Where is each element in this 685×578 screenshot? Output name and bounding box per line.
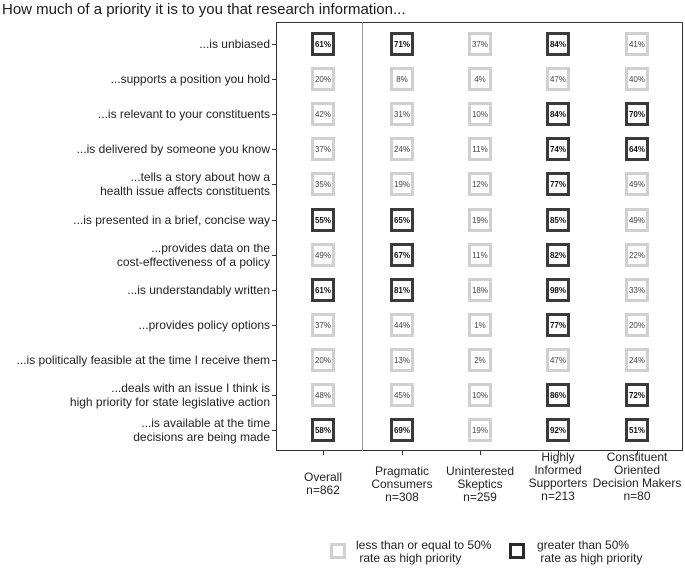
value-cell: 11% [468,137,492,161]
value-cell: 48% [311,383,335,407]
row-label [98,107,270,121]
row-label [70,381,270,409]
column-label-line: n=213 [541,489,575,503]
y-tick [272,149,276,150]
column-label-line: Supporters [528,476,588,490]
value-cell: 67% [390,243,414,267]
value-cell: 10% [468,102,492,126]
y-tick [272,184,276,185]
legend-label-line: less than or equal to 50% [356,538,492,552]
overall-divider [362,22,363,451]
value-cell: 58% [311,418,335,442]
row-label-line: decisions are being made [133,430,270,445]
value-cell: 77% [546,313,570,337]
column-label-line: n=80 [623,489,651,503]
row-label-line: ...is available at the time [141,416,270,431]
value-cell: 18% [468,278,492,302]
value-cell: 84% [546,32,570,56]
y-tick [272,255,276,256]
row-label [111,72,270,86]
value-cell: 40% [625,67,649,91]
y-tick [272,79,276,80]
value-cell: 82% [546,243,570,267]
row-label-line: ...is unbiased [199,37,270,51]
value-cell: 42% [311,102,335,126]
row-label-line: ...is relevant to your constituents [97,107,270,122]
value-cell: 20% [311,67,335,91]
legend-label-low [356,539,491,565]
column-label-line: Informed [534,463,582,477]
value-cell: 49% [311,243,335,267]
value-cell: 35% [311,172,335,196]
row-label-line: health issue affects constituents [100,184,270,199]
value-cell: 47% [546,67,570,91]
value-cell: 64% [625,137,649,161]
row-label-line: ...provides data on the [151,240,270,255]
value-cell: 37% [311,313,335,337]
value-cell: 2% [468,348,492,372]
value-cell: 47% [546,348,570,372]
row-label-line: ...is politically feasible at the time I receive them [16,352,270,367]
column-label-line: Pragmatic [374,464,430,478]
value-cell: 19% [468,208,492,232]
value-cell: 65% [390,208,414,232]
value-cell: 86% [546,383,570,407]
value-cell: 71% [390,32,414,56]
column-label-line: n=862 [306,483,340,497]
row-label [127,283,270,297]
x-tick [480,451,481,455]
value-cell: 19% [468,418,492,442]
legend-label-line: rate as high priority [356,551,462,565]
row-label [100,170,270,198]
value-cell: 4% [468,67,492,91]
value-cell: 84% [546,102,570,126]
row-label-line: ...is understandably written [127,282,270,297]
row-label [17,353,270,367]
row-label [117,241,270,269]
value-cell: 55% [311,208,335,232]
value-cell: 41% [625,32,649,56]
value-cell: 74% [546,137,570,161]
value-cell: 13% [390,348,414,372]
row-label-line: ...supports a position you hold [110,72,270,87]
x-tick [323,451,324,455]
column-label-line: Constituent [606,450,668,464]
row-label-line: ...is presented in a brief, concise way [73,212,270,227]
value-cell: 1% [468,313,492,337]
legend-swatch-high [509,543,525,559]
y-tick [272,360,276,361]
y-tick [272,325,276,326]
value-cell: 45% [390,383,414,407]
value-cell: 49% [625,208,649,232]
y-tick [272,290,276,291]
value-cell: 69% [390,418,414,442]
value-cell: 61% [311,278,335,302]
legend-label-line: greater than 50% [537,538,630,552]
value-cell: 37% [311,137,335,161]
row-label-line: high priority for state legislative action [69,395,270,409]
value-cell: 11% [468,243,492,267]
column-label-line: Oriented [613,463,661,477]
y-tick [272,44,276,45]
value-cell: 49% [625,172,649,196]
value-cell: 81% [390,278,414,302]
column-label-line: Skeptics [457,477,503,491]
value-cell: 20% [311,348,335,372]
value-cell: 92% [546,418,570,442]
value-cell: 22% [625,243,649,267]
value-cell: 33% [625,278,649,302]
value-cell: 44% [390,313,414,337]
column-label-line: Consumers [371,477,433,491]
column-label-line: Decision Makers [592,476,682,490]
chart-title: How much of a priority it is to you that research information... [2,1,406,18]
value-cell: 8% [390,67,414,91]
row-label [73,213,270,227]
column-label [582,451,685,503]
row-label-line: cost-effectiveness of a policy [116,254,270,269]
y-tick [272,395,276,396]
column-label-line: n=259 [463,490,497,504]
value-cell: 72% [625,383,649,407]
row-label [139,318,270,332]
column-label-line: Overall [303,470,342,484]
y-tick [272,114,276,115]
value-cell: 10% [468,383,492,407]
value-cell: 20% [625,313,649,337]
value-cell: 31% [390,102,414,126]
value-cell: 61% [311,32,335,56]
row-label [133,416,270,444]
row-label-line: ...provides policy options [138,317,270,332]
row-label [77,142,270,156]
value-cell: 85% [546,208,570,232]
row-label-line: ...tells a story about how a [130,170,270,185]
value-cell: 70% [625,102,649,126]
legend-label-high [537,539,642,565]
column-label-line: Uninterested [445,464,515,478]
column-label-line: Highly [541,450,575,464]
value-cell: 24% [625,348,649,372]
value-cell: 77% [546,172,570,196]
value-cell: 12% [468,172,492,196]
value-cell: 98% [546,278,570,302]
value-cell: 37% [468,32,492,56]
legend-swatch-low [330,543,346,559]
value-cell: 51% [625,418,649,442]
value-cell: 24% [390,137,414,161]
row-label-line: ...is delivered by someone you know [76,142,270,157]
row-label [199,37,270,51]
row-label-line: ...deals with an issue I think is [111,381,270,395]
legend-label-line: rate as high priority [537,551,643,565]
y-tick [272,430,276,431]
value-cell: 19% [390,172,414,196]
column-label-line: n=308 [385,490,419,504]
x-tick [402,451,403,455]
y-tick [272,220,276,221]
